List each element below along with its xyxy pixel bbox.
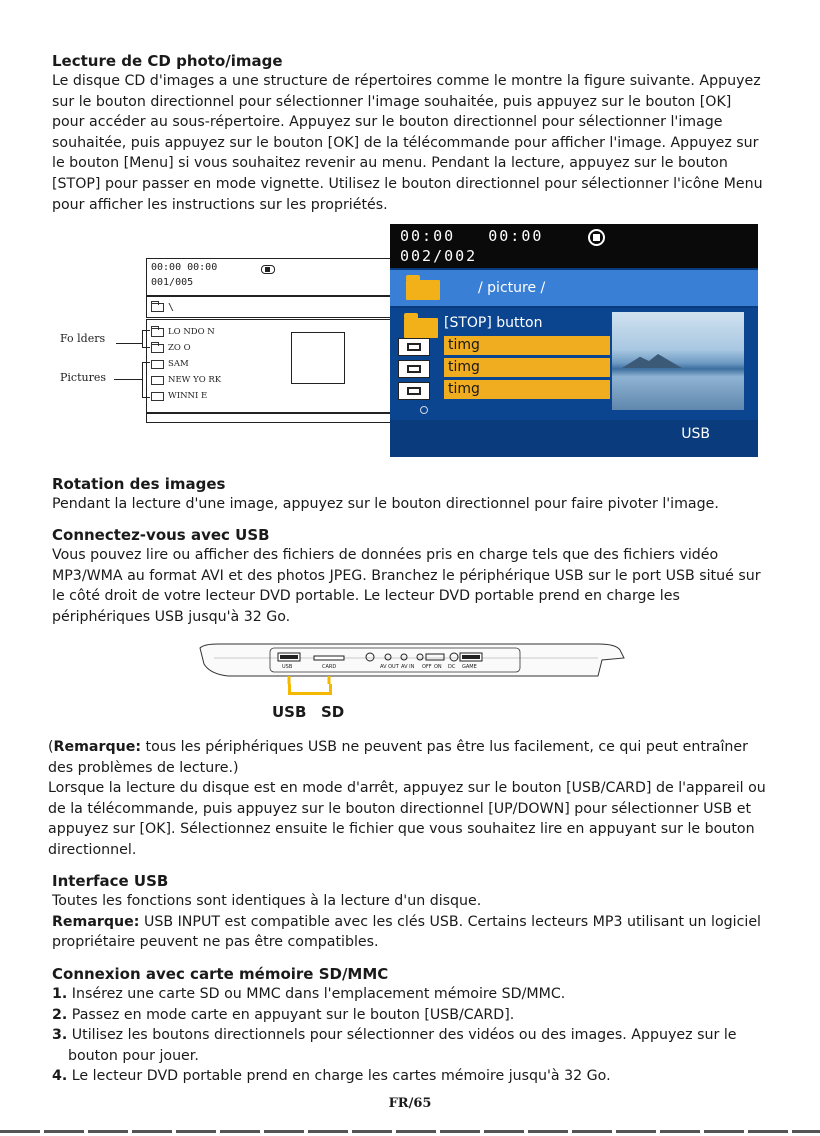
remark-text: tous les périphériques USB ne peuvent pas être lus facilement, ce qui peut entraîner des problèmes de lecture.) <box>48 739 748 776</box>
section-title: Connectez-vous avec USB <box>52 526 270 544</box>
section-title: Connexion avec carte mémoire SD/MMC <box>52 965 389 983</box>
open-paren: ( <box>48 739 54 755</box>
photo-icon <box>398 338 430 356</box>
picture-thumbnail <box>612 312 744 410</box>
diagram-root-box <box>146 296 402 318</box>
screen-path: / picture / <box>478 280 546 296</box>
folder-icon <box>151 328 164 337</box>
bottom-border <box>0 1130 820 1133</box>
screen-time-block <box>400 226 543 266</box>
diagram-root: \ <box>168 301 175 313</box>
section-usb-interface <box>52 871 768 953</box>
port-label-game: GAME <box>462 664 477 670</box>
label-pictures: Pictures <box>60 371 106 384</box>
screen-header <box>390 224 758 268</box>
step-number: 1. <box>52 986 68 1002</box>
step-number: 4. <box>52 1068 68 1085</box>
pointer-line <box>142 347 150 348</box>
diagram-item: NEW YO RK <box>168 375 222 385</box>
remark-label: Remarque: <box>52 913 140 930</box>
step-item <box>52 984 768 1005</box>
diagram-time: 00:00 00:00 <box>151 262 218 273</box>
step-number: 2. <box>52 1006 68 1023</box>
screen-item[interactable]: timg <box>444 380 610 399</box>
preview-box <box>291 332 345 384</box>
remark-body: Lorsque la lecture du disque est en mode d'arrêt, appuyez sur le bouton [USB/CARD] de l'appareil ou de la télécommande, puis appuyez sur le bouton directionnel [UP/DOWN] pour sélectionner USB et appuyez sur [OK]. Sélectionnez ensuite le fichier que vous souhaitez lire en appuyant sur le bouton directionnel. <box>48 780 766 858</box>
section-body: Pendant la lecture d'une image, appuyez sur le bouton directionnel pour faire pivoter l'image. <box>52 496 719 512</box>
folder-icon <box>404 318 438 338</box>
remark-text: USB INPUT est compatible avec les clés USB. Certains lecteurs MP3 utilisant un logiciel propriétaire peuvent ne pas être compatibles. <box>52 913 761 951</box>
diagram-list-box <box>146 319 402 413</box>
pointer-line <box>116 343 142 344</box>
step-text: Le lecteur DVD portable prend en charge les cartes mémoire jusqu'à 32 Go. <box>67 1068 611 1085</box>
section-title: Lecture de CD photo/image <box>52 52 283 70</box>
section-title: Interface USB <box>52 872 169 890</box>
picture-icon <box>151 360 164 369</box>
screen-source: USB <box>681 426 710 442</box>
diagram-footer-box <box>146 413 402 423</box>
port-label-off: OFF <box>422 664 432 670</box>
diagram-count: 001/005 <box>151 277 194 288</box>
diagram-item: WINNI E <box>168 391 208 401</box>
device-outline <box>198 636 628 684</box>
port-label-av-out: AV OUT <box>380 664 399 670</box>
pointer-line <box>142 330 150 331</box>
pointer-line <box>142 362 143 398</box>
section-usb <box>52 525 768 627</box>
remark-block <box>48 737 768 861</box>
callout-line <box>329 684 332 694</box>
directory-diagram <box>58 255 410 425</box>
port-label-card: CARD <box>322 664 337 670</box>
label-folders: Fo lders <box>60 332 106 345</box>
section-line: Toutes les fonctions sont identiques à la lecture d'un disque. <box>52 893 482 909</box>
diagram-item: LO NDO N <box>168 327 215 337</box>
screen-count: 002/002 <box>400 247 478 265</box>
step-item <box>52 1025 768 1066</box>
player-screen <box>390 224 758 457</box>
callout-line <box>288 692 332 695</box>
picture-icon <box>151 376 164 385</box>
photo-icon <box>398 382 430 400</box>
diagram-item: ZO O <box>168 343 191 353</box>
section-sd-mmc <box>52 964 768 1087</box>
callout-sd: SD <box>321 703 345 721</box>
remark-label: Remarque: <box>53 739 141 755</box>
folder-icon <box>151 344 164 353</box>
step-number: 3. <box>52 1027 68 1044</box>
step-text: Insérez une carte SD ou MMC dans l'emplacement mémoire SD/MMC. <box>67 986 566 1002</box>
port-label-av-in: AV IN <box>401 664 415 670</box>
page-number: FR/65 <box>388 1096 432 1111</box>
screen-item[interactable]: timg <box>444 358 610 377</box>
remark-line <box>48 737 768 778</box>
pointer-line <box>142 397 150 398</box>
diagram-header-box <box>146 258 402 296</box>
step-item <box>52 1005 768 1026</box>
section-rotation <box>52 474 768 515</box>
photo-icon <box>398 360 430 378</box>
callout-usb: USB <box>272 703 307 721</box>
screen-path-bar <box>390 270 758 306</box>
step-text: Utilisez les boutons directionnels pour sélectionner des vidéos ou des images. Appuyez sur le bouton pour jouer. <box>67 1027 737 1064</box>
pointer-line <box>114 379 142 380</box>
scroll-indicator <box>420 406 428 414</box>
step-item <box>52 1066 768 1087</box>
stop-icon <box>588 229 605 246</box>
section-cd-photo <box>52 51 768 215</box>
dvd-player-side-view <box>198 636 628 684</box>
steps-list <box>52 984 768 1087</box>
screen-item[interactable]: [STOP] button <box>444 315 543 331</box>
section-title: Rotation des images <box>52 475 226 493</box>
screen-time: 00:00 00:00 <box>400 227 544 245</box>
stop-icon <box>261 265 275 274</box>
pointer-line <box>142 330 143 348</box>
folder-icon <box>406 280 440 300</box>
section-remark <box>52 912 768 953</box>
port-label-usb: USB <box>282 664 293 670</box>
port-label-on: ON <box>434 664 442 670</box>
pointer-line <box>142 362 150 363</box>
picture-icon <box>151 392 164 401</box>
diagram-item: SAM <box>168 359 189 369</box>
section-body: Vous pouvez lire ou afficher des fichiers de données pris en charge tels que des fichiers vidéo MP3/WMA au format AVI et des photos JPEG. Branchez le périphérique USB sur le port USB situé sur le côté droit de votre lecteur DVD portable. Le lecteur DVD portable prend en charge les périphériques USB jusqu'à 32 Go. <box>52 547 761 625</box>
section-body: Le disque CD d'images a une structure de répertoires comme le montre la figure suivante. Appuyez sur le bouton directionnel pour sélectionner l'image souhaitée, puis appuyez sur le bouton [OK] pour accéder au sous-répertoire. Appuyez sur le bouton directionnel pour sélectionner l'image souhaitée, puis appuyez sur le bouton [OK] de la télécommande pour afficher l'image. Appuyez sur le bouton [Menu] si vous souhaitez revenir au menu. Pendant la lecture, appuyez sur le bouton [STOP] pour passer en mode vignette. Utilisez le bouton directionnel pour sélectionner l'icône Menu pour afficher les instructions sur les propriétés. <box>52 73 763 213</box>
step-text: Passez en mode carte en appuyant sur le bouton [USB/CARD]. <box>67 1006 515 1023</box>
folder-icon <box>151 303 164 312</box>
screen-item[interactable]: timg <box>444 336 610 355</box>
port-label-dc: DC <box>448 664 456 670</box>
